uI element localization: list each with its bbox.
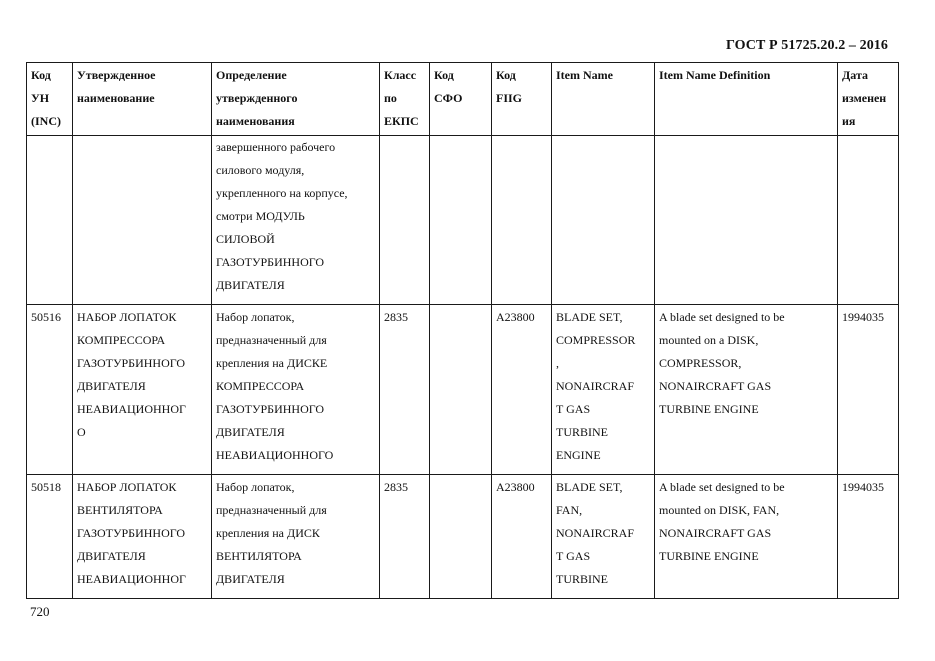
header-fiig-code [492,63,552,136]
cell-text-line: ГАЗОТУРБИННОГО [77,526,186,540]
header-text-line: Класс [384,68,417,82]
cell-text-line: 2835 [384,480,408,494]
cell-item-name [552,136,655,305]
cell-text-line: О [77,425,86,439]
header-text-line: FIIG [496,91,523,105]
cell-fiig-code [492,305,552,475]
cell-inc-code [27,475,73,599]
table-row [27,305,899,475]
cell-text-line: НЕАВИАЦИОННОГ [77,402,186,416]
cell-text-line: T GAS [556,402,591,416]
page-number: 720 [30,604,50,619]
cell-text-line: BLADE SET, [556,310,623,324]
header-text-line: наименование [77,91,155,105]
cell-fiig-code [492,136,552,305]
header-ecps-class [380,63,430,136]
cell-text-line: крепления на ДИСКЕ [216,356,328,370]
cell-item-name-definition [655,136,838,305]
cell-text-line: ВЕНТИЛЯТОРА [216,549,302,563]
cell-inc-code [27,305,73,475]
cell-text-line: КОМПРЕССОРА [77,333,166,347]
header-item-name-definition [655,63,838,136]
cell-text-line: A blade set designed to be [659,480,785,494]
header-text-line: изменен [842,91,887,105]
table-row [27,475,899,599]
cell-change-date [838,136,899,305]
cell-text-line: смотри МОДУЛЬ [216,209,305,223]
header-text-line: Item Name Definition [659,68,771,82]
cell-text-line: NONAIRCRAFT GAS [659,526,772,540]
cell-text-line: предназначенный для [216,333,327,347]
header-change-date [838,63,899,136]
cell-text-line: завершенного рабочего [216,140,336,154]
cell-name-definition [212,475,380,599]
table-row [27,136,899,305]
cell-approved-name [73,305,212,475]
cell-text-line: ДВИГАТЕЛЯ [216,572,285,586]
cell-text-line: TURBINE [556,572,608,586]
header-text-line: Код [31,68,51,82]
cell-approved-name [73,475,212,599]
table-header [27,63,899,136]
cell-text-line: Набор лопаток, [216,480,295,494]
cell-sfo-code [430,136,492,305]
table-body [27,136,899,599]
cell-text-line: НЕАВИАЦИОННОГО [216,448,334,462]
header-text-line: Код [496,68,516,82]
cell-text-line: TURBINE [556,425,608,439]
cell-text-line: FAN, [556,503,583,517]
cell-text-line: ENGINE [556,448,601,462]
cell-text-line: A23800 [496,310,535,324]
cell-text-line: 50516 [31,310,61,324]
cell-item-name [552,305,655,475]
header-text-line: Item Name [556,68,613,82]
header-text-line: Дата [842,68,868,82]
cell-text-line: A blade set designed to be [659,310,785,324]
cell-change-date [838,475,899,599]
cell-text-line: 1994035 [842,480,884,494]
cell-text-line: COMPRESSOR [556,333,636,347]
cell-text-line: ДВИГАТЕЛЯ [77,379,146,393]
cell-text-line: крепления на ДИСК [216,526,320,540]
header-text-line: ия [842,114,856,128]
cell-text-line: A23800 [496,480,535,494]
cell-item-name [552,475,655,599]
header-sfo-code [430,63,492,136]
document-standard-number: ГОСТ Р 51725.20.2 – 2016 [725,38,888,53]
cell-text-line: силового модуля, [216,163,305,177]
cell-sfo-code [430,305,492,475]
catalog-table [26,62,899,599]
cell-text-line: НЕАВИАЦИОННОГ [77,572,186,586]
cell-ecps-class [380,475,430,599]
cell-text-line: НАБОР ЛОПАТОК [77,310,177,324]
cell-text-line: ГАЗОТУРБИННОГО [216,402,325,416]
header-text-line: наименования [216,114,295,128]
cell-fiig-code [492,475,552,599]
header-text-line: УН [31,91,50,105]
cell-sfo-code [430,475,492,599]
header-text-line: Утвержденное [77,68,156,82]
cell-text-line: COMPRESSOR, [659,356,742,370]
cell-text-line: TURBINE ENGINE [659,549,759,563]
cell-text-line: КОМПРЕССОРА [216,379,305,393]
cell-name-definition [212,136,380,305]
header-text-line: утвержденного [216,91,298,105]
cell-item-name-definition [655,305,838,475]
cell-text-line: TURBINE ENGINE [659,402,759,416]
cell-text-line: , [556,356,559,370]
header-text-line: по [384,91,397,105]
header-text-line: Код [434,68,454,82]
cell-text-line: СИЛОВОЙ [216,232,275,246]
cell-text-line: ГАЗОТУРБИННОГО [77,356,186,370]
cell-name-definition [212,305,380,475]
cell-text-line: ДВИГАТЕЛЯ [216,278,285,292]
cell-ecps-class [380,136,430,305]
header-row [27,63,899,136]
cell-text-line: NONAIRCRAF [556,526,635,540]
cell-text-line: ГАЗОТУРБИННОГО [216,255,325,269]
cell-text-line: NONAIRCRAFT GAS [659,379,772,393]
header-text-line: ЕКПС [384,114,419,128]
cell-text-line: mounted on DISK, FAN, [659,503,780,517]
header-text-line: СФО [434,91,463,105]
cell-item-name-definition [655,475,838,599]
header-inc-code [27,63,73,136]
cell-text-line: НАБОР ЛОПАТОК [77,480,177,494]
header-text-line: (INC) [31,114,61,128]
cell-text-line: 1994035 [842,310,884,324]
cell-text-line: укрепленного на корпусе, [216,186,348,200]
cell-text-line: 2835 [384,310,408,324]
cell-text-line: ДВИГАТЕЛЯ [216,425,285,439]
cell-text-line: ДВИГАТЕЛЯ [77,549,146,563]
cell-text-line: NONAIRCRAF [556,379,635,393]
cell-text-line: предназначенный для [216,503,327,517]
cell-text-line: Набор лопаток, [216,310,295,324]
cell-ecps-class [380,305,430,475]
header-text-line: Определение [216,68,287,82]
header-name-definition [212,63,380,136]
header-item-name [552,63,655,136]
cell-text-line: 50518 [31,480,61,494]
cell-text-line: T GAS [556,549,591,563]
cell-text-line: ВЕНТИЛЯТОРА [77,503,163,517]
cell-change-date [838,305,899,475]
cell-inc-code [27,136,73,305]
cell-text-line: mounted on a DISK, [659,333,759,347]
header-approved-name [73,63,212,136]
cell-approved-name [73,136,212,305]
cell-text-line: BLADE SET, [556,480,623,494]
